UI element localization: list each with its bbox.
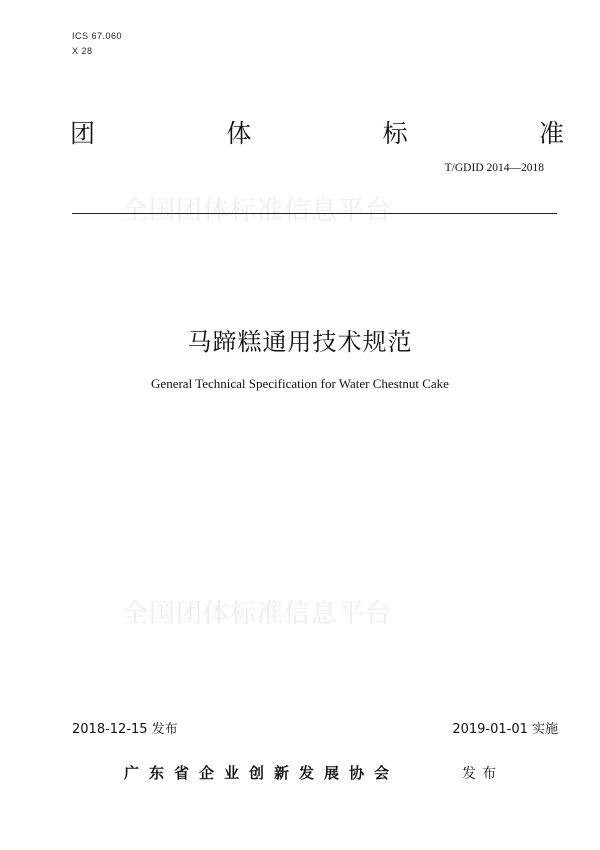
watermark-bottom: 全国团体标准信息平台 — [122, 599, 393, 629]
ics-code: ICS 67.060 — [72, 31, 123, 41]
standard-type-char: 标 — [382, 119, 408, 148]
implementation-date: 2019-01-01 实施 — [452, 722, 558, 737]
header-divider — [72, 213, 557, 214]
publish-label: 发布 — [462, 766, 502, 782]
ccs-code: X 28 — [72, 46, 93, 56]
document-title-english: General Technical Specification for Water Chestnut Cake — [151, 376, 449, 391]
document-title-chinese: 马蹄糕通用技术规范 — [187, 328, 413, 356]
standard-type-char: 体 — [226, 119, 252, 148]
watermark-top: 全国团体标准信息平台 — [122, 196, 393, 226]
standard-number: T/GDID 2014—2018 — [444, 162, 544, 174]
standard-type-char: 准 — [538, 119, 564, 148]
standard-type-heading — [70, 114, 564, 150]
standard-type-char: 团 — [70, 119, 96, 148]
issue-date: 2018-12-15 发布 — [72, 722, 178, 737]
publisher-name: 广东省企业创新发展协会 — [124, 764, 400, 782]
